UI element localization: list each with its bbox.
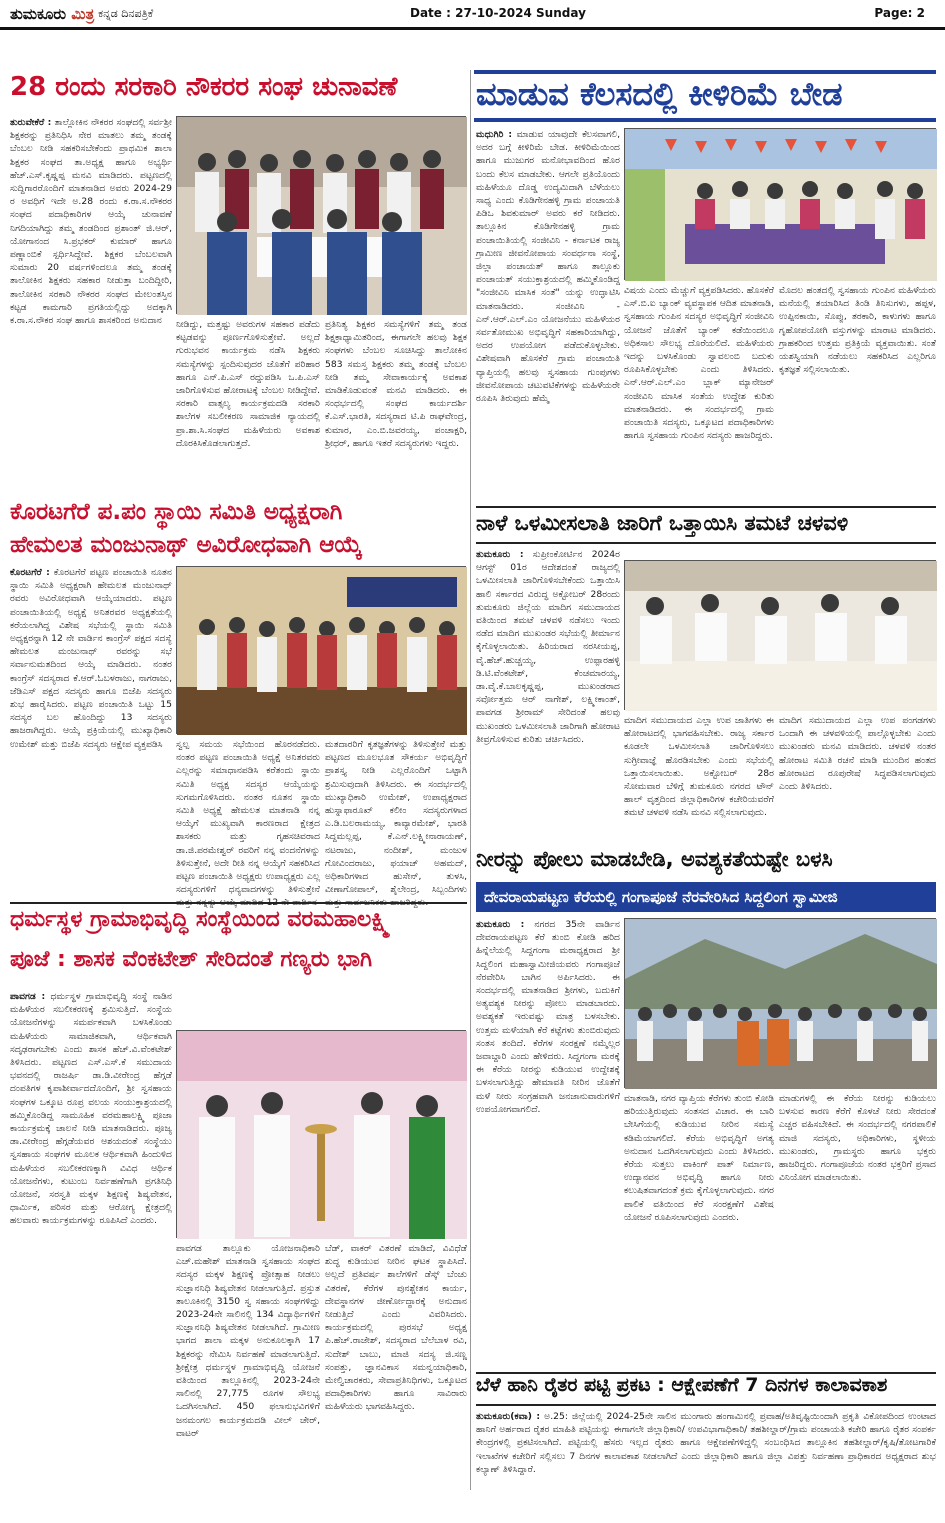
- lake-pooja-image: [625, 919, 937, 1089]
- logo-part1: ತುಮಕೂರು: [10, 4, 67, 23]
- article2-col3: ಮೊದಲ ಹಂತದಲ್ಲಿ ಸ್ವಸಹಾಯ ಗುಂಪಿನ ಮಹಿಳೆಯರು ಮನೆಯಲ್ಲಿ ತಯಾರಿಸಿದ ತಿಂಡಿ ತಿನಿಸುಗಳು, ಹಪ್ಪಳ, ಉಪ್ಪಿನಕಾಯಿ, ಸೊಪ್ಪು, ತರಕಾರಿ, ಕಾಳುಗಳು ಹಾಗೂ ಗೃಹೋಪಯೋಗಿ ವಸ್ತುಗಳನ್ನು ಮಾರಾಟ ಮಾಡಿದರು. ಗ್ರಾಹಕರಿಂದ ಉತ್ತಮ ಪ್ರತಿಕ್ರಿಯೆ ವ್ಯಕ್ತವಾಯಿತು. ಸಂತೆ ಯಶಸ್ವಿಯಾಗಿ ನಡೆಯಲು ಸಹಕರಿಸಿದ ಎಲ್ಲರಿಗೂ ಕೃತಜ್ಞತೆ ಸಲ್ಲಿಸಲಾಯಿತು.: [779, 285, 936, 376]
- headline-koratagere-2: ಹೇಮಲತ ಮಂಜುನಾಥ್ ಅವಿರೋಧವಾಗಿ ಆಯ್ಕೆ: [10, 532, 363, 558]
- meeting-image: [625, 561, 937, 711]
- column-divider: [470, 70, 471, 1490]
- article3-col2: ಸ್ವಲ್ಪ ಸಮಯ ಸಭೆಯಿಂದ ಹೊರನಡೆದರು. ನಂತರ ಪಟ್ಟಣ ಪಂಚಾಯಿತಿ ಅಧ್ಯಕ್ಷೆ ಅನಿತರವರು ಎಲ್ಲರನ್ನು ಸಮಾಧಾನಪಡಿಸಿ ಕರೆತಂದು ಸ್ಥಾಯಿ ಸಮಿತಿ ಅಧ್ಯಕ್ಷ ಸದಸ್ಯರ ಆಯ್ಕೆಯನ್ನು ಸುಗಮಗೊಳಿಸಿದರು. ನಂತರ ನೂತನ ಸ್ಥಾಯಿ ಸಮಿತಿ ಅಧ್ಯಕ್ಷೆ ಹೇಮಲತ ಮಾತನಾಡಿ ನನ್ನ ಆಯ್ಕೆಗೆ ಮುಖ್ಯವಾಗಿ ಕಾರಣರಾದ ಕ್ಷೇತ್ರದ ಶಾಸಕರು ಮತ್ತು ಗೃಹಸಚಿವರಾದ ಡಾ.ಜಿ.ಪರಮೇಶ್ವರ್ ರವರಿಗೆ ನನ್ನ ವಂದನೆಗಳನ್ನು ತಿಳಿಸುತ್ತೇನೆ, ಅದೇ ರೀತಿ ನನ್ನ ಆಯ್ಕೆಗೆ ಸಹಕರಿಸಿದ ಪಟ್ಟಣ ಪಂಚಾಯಿತಿ ಅಧ್ಯಕ್ಷರು ಉಪಾಧ್ಯಕ್ಷರು ಎಲ್ಲ ಸದಸ್ಯರುಗಳಿಗೆ ಧನ್ಯವಾದಗಳನ್ನು ತಿಳಿಸುತ್ತೇನೆ: [176, 739, 320, 896]
- article5-photo: [624, 918, 936, 1088]
- headline-band-bottom: [474, 118, 936, 122]
- section-rule: [10, 902, 467, 904]
- article6-col2: ಪಾವಗಡ ತಾಲ್ಲೂಕು ಯೋಜನಾಧಿಕಾರಿ ಎಚ್.ಮಹೇಶ್ ಮಾತನಾಡಿ ಸ್ವಸಹಾಯ ಸಂಘದ ಸದಸ್ಯರ ಮಕ್ಕಳ ಶಿಕ್ಷಣಕ್ಕೆ ಪ್ರೋತ್ಸಾಹ ನೀಡಲು ಸುಜ್ಞಾನನಿಧಿ ಶಿಷ್ಯವೇತನ ನೀಡಲಾಗುತ್ತಿದೆ. ಪ್ರಸ್ತುತ ತಾಲೂಕಿನಲ್ಲಿ 3150 ಸ್ವ ಸಹಾಯ ಸಂಘಗಳಿದ್ದು 2023-24ನೇ ಸಾಲಿನಲ್ಲಿ 134 ವಿದ್ಯಾರ್ಥಿಗಳಿಗೆ ಸುಜ್ಞಾನನಿಧಿ ಶಿಷ್ಯವೇತನ ನೀಡಲಾಗಿದೆ. ಗ್ರಾಮೀಣ ಭಾಗದ ಶಾಲಾ ಮಕ್ಕಳ ಅನುಕೂಲಕ್ಕಾಗಿ 17 ಶಿಕ್ಷಕರನ್ನು ನೇಮಿಸಿ ನಿರ್ವಹಣೆ ಮಾಡಲಾಗುತ್ತಿದೆ. ಶ್ರೀಕ್ಷೇತ್ರ ಧರ್ಮಸ್ಥಳ ಗ್ರಾಮಾಭಿವೃದ್ಧಿ ಯೋಜನೆ ವತಿಯಿಂದ ತಾಲ್ಲೂಕಿನಲ್ಲಿ 2023-24ನೇ ಸಾಲಿನಲ್ಲಿ 27,775 ರೂಗಳ ಸೌಲಭ್ಯ ಒದಗಿಸಲಾಗಿದೆ. 450 ಫಲಾನುಭವಿಗಳಿಗೆ ಜನಮಂಗಲ ಕಾರ್ಯಕ್ರಮದಡಿ ವೀಲ್ ಚೇರ್, ವಾಟರ್: [176, 1243, 320, 1439]
- article4-col3: ಮಾದಿಗ ಸಮುದಾಯದ ಎಲ್ಲಾ ಉಪ ಪಂಗಡಗಳು ಒಂದಾಗಿ ಈ ಚಳವಳಿಯಲ್ಲಿ ಪಾಲ್ಗೊಳ್ಳಬೇಕು ಎಂದು ಮುಖಂಡರು ಮನವಿ ಮಾಡಿದರು. ಚಳವಳಿ ನಂತರ ಹೋರಾಟ ಸಮಿತಿ ರಚನೆ ಮಾಡಿ ಮುಂದಿನ ಹಂತದ ಹೋರಾಟದ ರೂಪುರೇಷೆ ಸಿದ್ಧಪಡಿಸಲಾಗುವುದು ಎಂದು ತಿಳಿಸಿದರು.: [779, 715, 936, 793]
- article2-photo: [624, 128, 936, 280]
- masthead-rule: [0, 27, 945, 30]
- article5-col1: ತುಮಕೂರು : ನಗರದ 35ನೇ ವಾರ್ಡಿನ ದೇವರಾಯಪಟ್ಟಣ ಕೆರೆ ತುಂಬಿ ಕೋಡಿ ಹರಿದ ಹಿನ್ನೆಲೆಯಲ್ಲಿ ಸಿದ್ದಗಂಗಾ ಮಠಾಧ್ಯಕ್ಷರಾದ ಶ್ರೀ ಸಿದ್ದಲಿಂಗ ಮಹಾಸ್ವಾಮೀಜಿಯವರು ಗಂಗಾಪೂಜೆ ನೆರವೇರಿಸಿ ಬಾಗಿನ ಅರ್ಪಿಸಿದರು. ಈ ಸಂದರ್ಭದಲ್ಲಿ ಮಾತನಾಡಿದ ಶ್ರೀಗಳು, ಬದುಕಿಗೆ ಅತ್ಯವಶ್ಯಕ ನೀರನ್ನು ಪೋಲು ಮಾಡಬಾರದು. ಅವಶ್ಯಕತೆ ಇರುವಷ್ಟು ಮಾತ್ರ ಬಳಸಬೇಕು. ಉತ್ತಮ ಮಳೆಯಾಗಿ ಕೆರೆ ಕಟ್ಟೆಗಳು ತುಂಬಿರುವುದು ಸಂತಸ ತಂದಿದೆ. ಕೆರೆಗಳ ಸಂರಕ್ಷಣೆ ನಮ್ಮೆಲ್ಲರ ಜವಾಬ್ದಾರಿ ಎಂದು ಹೇಳಿದರು. ಸಿದ್ದಗಂಗಾ ಮಠಕ್ಕೆ ಈ ಕೆರೆಯ ನೀರನ್ನು ಕುಡಿಯುವ ಉದ್ದೇಶಕ್ಕೆ ಬಳಸಲಾಗುತ್ತಿದ್ದು ಹೇಮಾವತಿ ನೀರಿನ ಜೊತೆಗೆ ಮಳೆ ನೀರು ಸಂಗ್ರಹವಾಗಿ ಜನಜಾನುವಾರುಗಳಿಗೆ ಉಪಯೋಗವಾಗಲಿದೆ.: [476, 919, 620, 1115]
- article4-col2: ಮಾದಿಗ ಸಮುದಾಯದ ಎಲ್ಲಾ ಉಪ ಜಾತಿಗಳು ಈ ಹೋರಾಟದಲ್ಲಿ ಭಾಗವಹಿಸಬೇಕು. ರಾಜ್ಯ ಸರ್ಕಾರ ಕೂಡಲೇ ಒಳಮೀಸಲಾತಿ ಜಾರಿಗೊಳಿಸಲು ಸುಗ್ರೀವಾಜ್ಞೆ ಹೊರಡಿಸಬೇಕು ಎಂದು ಸಭೆಯಲ್ಲಿ ಒತ್ತಾಯಿಸಲಾಯಿತು. ಅಕ್ಟೋಬರ್ 28ರ ಸೋಮವಾರ ಬೆಳಿಗ್ಗೆ ತುಮಕೂರು ನಗರದ ಟೌನ್ ಹಾಲ್ ವೃತ್ತದಿಂದ ಜಿಲ್ಲಾಧಿಕಾರಿಗಳ ಕಚೇರಿಯವರೆಗೆ ತಮಟೆ ಚಳವಳಿ ನಡೆಸಿ ಮನವಿ ಸಲ್ಲಿಸಲಾಗುವುದು.: [624, 715, 774, 819]
- article1-col3: ಪ್ರತಿನಿತ್ಯ ಶಿಕ್ಷಕರ ಸಮಸ್ಯೆಗಳಿಗೆ ತಮ್ಮ ತಂಡ ಶಿಕ್ಷಕ್ರಾಧ್ಯಾಮಿತರಿಂದ, ಈಗಾಗಲೇ ಹಲವು ಶಿಕ್ಷಕ ಸಂಘಗಳು ಬೆಂಬಲ ಸೂಚಿಸಿದ್ದು ತಾಲೋಕಿನ 583 ಸಮಸ್ತ ಶಿಕ್ಷಕರು ತಮ್ಮ ತಂಡಕ್ಕೆ ಬೆಂಬಲ ನೀಡಿ ತಮ್ಮ ಸೇವಾಕಾರ್ಯಕ್ಕೆ ಅವಕಾಶ ಮಾಡಿಕೊಡುವಂತೆ ಮನವಿ ಮಾಡಿದರು. ಈ ಸಂಧರ್ಭದಲ್ಲಿ ಸಂಘದ ಕಾರ್ಯದರ್ಶಿ ಕೆ.ಎಸ್.ಭಾರತಿ, ಸದಸ್ಯರಾದ ಟಿ.ಪಿ ರಾಘವೇಂದ್ರ, ಕುಮಾರ, ಎಂ.ಬಿ.ಜವರಯ್ಯ, ಪಂಚಾಕ್ಷರಿ, ಶ್ರೀಧರ್, ಹಾಗೂ ಇತರೆ ಸದಸ್ಯರುಗಳು ಇದ್ದರು.: [325, 319, 467, 449]
- article1-col1: ತುರುವೇಕೆರೆ : ತಾಲ್ಲೋಕಿನ ನೌಕರರ ಸಂಘದಲ್ಲಿ ಸರ್ವಶ್ರೀ ಶಿಕ್ಷಕರನ್ನು ಪ್ರತಿನಿಧಿಸಿ ನೇರ ಮಾತಲು ತಮ್ಮ ತಂಡಕ್ಕೆ ಬೆಂಬಲ ನೀಡಿ ಸಹಕರಿಸಬೇಕೆಂದು ಪ್ರಾಥಮಿಕ ಶಾಲಾ ಶಿಕ್ಷಕರ ಸಂಘದ ತಾ.ಅಧ್ಯಕ್ಷ ಹಾಗೂ ಅಭ್ಯರ್ಥಿ ಹೆಚ್.ಎಸ್.ಕೃಷ್ಣಪ್ಪ ಮನವಿ ಮಾಡಿದರು. ಪಟ್ಟಣದಲ್ಲಿ ಸುದ್ದಿಗಾರರೊಂದಿಗೆ ಮಾತನಾಡಿದ ಅವರು 2024-29 ರ ಅವಧಿಗೆ ಇದೇ ಅ.28 ರಂದು ಕ.ರಾ.ಸ.ನೌಕರರ ಸಂಘದ ಪದಾಧಿಕಾರಿಗಳ ಆಯ್ಕೆ ಚುನಾವಣೆ ನಿಗದಿಯಾಗಿದ್ದು ತಮ್ಮ ತಂಡದಿಂದ ಪ್ರಶಾಂತ್ ಜಿ.ಆರ್, ಯೋಗಾನಂದ ಸಿ.ಪ್ರಭಕರ್ ಕುಮಾರ್ ಹಾಗೂ ಪಣ್ಣಾಂಬಿಕೆ ಸ್ಪರ್ಧಿಸಿದ್ದೇವೆ. ಶಿಕ್ಷಕರ ಬೆಂಬಲವಾಗಿ ಸುಮಾರು 20 ವರ್ಷಗಳಿಂದಲೂ ತಮ್ಮ ತಂಡಕ್ಕೆ ತಾಲೋಕಿನ ಶಿಕ್ಷಕರು ಸಹಕಾರ ನೀಡುತ್ತಾ ಬಂದಿದ್ದೀರಿ, ತಾಲೋಕಿನ ಸರಕಾರಿ ನೌಕರರ ಸಂಘದ ಮೇಲಂತಸ್ತಿನ ಕಟ್ಟಡ ಕಾಮಗಾರಿ ಪ್ರಗತಿಯಲ್ಲಿದ್ದು ಅದಕ್ಕಾಗಿ ಕ.ರಾ.ಸ.ನೌಕರ ಸಂಘ ಹಾಗೂ ಶಾಸಕರಿಂದ ಅನುದಾನ: [10, 117, 173, 327]
- article5-col2: ಮಾತನಾಡಿ, ನಗರ ವ್ಯಾಪ್ತಿಯ ಕೆರೆಗಳು ತುಂಬಿ ಕೋಡಿ ಹರಿಯುತ್ತಿರುವುದು ಸಂತಸದ ವಿಚಾರ. ಈ ಬಾರಿ ಬೇಸಿಗೆಯಲ್ಲಿ ಕುಡಿಯುವ ನೀರಿನ ಸಮಸ್ಯೆ ಕಡಿಮೆಯಾಗಲಿದೆ. ಕೆರೆಯ ಅಭಿವೃದ್ಧಿಗೆ ಅಗತ್ಯ ಅನುದಾನ ಒದಗಿಸಲಾಗುವುದು ಎಂದು ತಿಳಿಸಿದರು. ಕೆರೆಯ ಸುತ್ತಲು ವಾಕಿಂಗ್ ಪಾತ್ ನಿರ್ಮಾಣ, ಉದ್ಯಾನವನ ಅಭಿವೃದ್ಧಿ ಹಾಗೂ ನೀರು ಕಲುಷಿತವಾಗದಂತೆ ಕ್ರಮ ಕೈಗೊಳ್ಳಲಾಗುವುದು. ನಗರ ಪಾಲಿಕೆ ವತಿಯಿಂದ ಕೆರೆ ಸಂರಕ್ಷಣೆಗೆ ವಿಶೇಷ ಯೋಜನೆ ರೂಪಿಸಲಾಗುವುದು ಎಂದರು.: [624, 1093, 774, 1223]
- article3-col3: ಮತದಾರರಿಗೆ ಕೃತಜ್ಞತೆಗಳನ್ನು ತಿಳಿಸುತ್ತೇನೆ ಮತ್ತು ಪಟ್ಟಣದ ಮೂಲಭೂತ ಸೌಕರ್ಯ ಅಭಿವೃದ್ಧಿಗೆ ಪ್ರಾಶಸ್ತ್ಯ ನೀಡಿ ಎಲ್ಲರೊಂದಿಗೆ ಒಟ್ಟಾಗಿ ಶ್ರಮಿಸುವುದಾಗಿ ತಿಳಿಸಿದರು. ಈ ಸಂದರ್ಭದಲ್ಲಿ ಮುಖ್ಯಾಧಿಕಾರಿ ಉಮೇಶ್, ಉಪಾಧ್ಯಕ್ಷರಾದ ಹುಸ್ನಾಫಾರೂಖ್ ಕಲೀಂ ಸದಸ್ಯರುಗಳಾದ ಎ.ಡಿ.ಬಲರಾಮಯ್ಯ, ಕಾವ್ಯಾರಮೇಶ್, ಭಾರತಿ ಸಿದ್ದಮಲ್ಲಪ್ಪ, ಕೆ.ಎನ್.ಲಕ್ಷ್ಮೀನಾರಾಯಣ್, ನಟರಾಜು, ನಂದೀಶ್, ಮಂಜುಳ ಗೋವಿಂದರಾಜು, ಫಯಾಜ್ ಅಹಮದ್, ಅಧಿಕಾರಿಗಳಾದ ಹುಸೇನ್, ತುಳಸಿ, ವೀಣಾಗೋಪಾಲ್, ಶೈಲೇಂದ್ರ, ಸಿಬ್ಬಂದಿಗಳು: [325, 739, 467, 896]
- article4-photo: [624, 560, 936, 710]
- headline-koratagere-1: ಕೊರಟಗೆರೆ ಪ.ಪಂ ಸ್ಥಾಯಿ ಸಮಿತಿ ಅಧ್ಯಕ್ಷರಾಗಿ: [10, 499, 343, 525]
- article3-col1: ಕೊರಟಗೆರೆ : ಕೊರಟಗೆರೆ ಪಟ್ಟಣ ಪಂಚಾಯಿತಿ ನೂತನ ಸ್ಥಾಯಿ ಸಮಿತಿ ಅಧ್ಯಕ್ಷರಾಗಿ ಹೇಮಲತ ಮಂಜುನಾಥ್ ರವರು ಅವಿರೋಧವಾಗಿ ಆಯ್ಕೆಯಾದರು. ಪಟ್ಟಣ ಪಂಚಾಯಿತಿಯಲ್ಲಿ ಅಧ್ಯಕ್ಷೆ ಅನಿತರವರ ಅಧ್ಯಕ್ಷತೆಯಲ್ಲಿ ಕರೆಯಲಾಗಿದ್ದ ವಿಶೇಷ ಸಭೆಯಲ್ಲಿ ಸ್ಥಾಯಿ ಸಮಿತಿ ಅಧ್ಯಕ್ಷರನ್ನಾಗಿ 12 ನೇ ವಾರ್ಡಿನ ಕಾಂಗ್ರೆಸ್ ಪಕ್ಷದ ಸದಸ್ಯೆ ಹೇಮಲತ ಮಂಜುನಾಥ್ ರವರನ್ನು ಸಭೆ ಸರ್ವಾನುಮತದಿಂದ ಆಯ್ಕೆ ಮಾಡಿದರು. ನಂತರ ಕಾಂಗ್ರೆಸ್ ಸದಸ್ಯರಾದ ಕೆ.ಆರ್.ಓಬಳರಾಜು, ನಾಗರಾಜು, ಜೆಡಿಎಸ್ ಪಕ್ಷದ ಸದಸ್ಯರು ಹಾಗೂ ಬಿಜೆಪಿ ಸದಸ್ಯರು ಶುಭ ಹಾರೈಸಿದರು. ಪಟ್ಟಣ ಪಂಚಾಯಿತಿ ಒಟ್ಟು 15 ಸದಸ್ಯರ ಬಲ ಹೊಂದಿದ್ದು 13 ಸದಸ್ಯರು ಹಾಜರಾಗಿದ್ದರು. ಆಯ್ಕೆ ಪ್ರಕ್ರಿಯೆಯಲ್ಲಿ ಮುಖ್ಯಾಧಿಕಾರಿ ಉಮೇಶ್ ಮತ್ತು ಬಿಜೆಪಿ ಸದಸ್ಯರು ಆಕ್ಷೇಪ ವ್ಯಕ್ತಪಡಿಸಿ: [10, 567, 172, 750]
- lamp-lighting-image: [177, 1031, 467, 1239]
- headline-band-top: [474, 70, 936, 74]
- subheadline-gangapooje: ದೇವರಾಯಪಟ್ಟಣ ಕೆರೆಯಲ್ಲಿ ಗಂಗಾಪೂಜೆ ನೆರವೇರಿಸಿದ ಸಿದ್ದಲಿಂಗ ಸ್ವಾಮೀಜಿ: [476, 882, 936, 912]
- article7-body: ತುಮಕೂರು(ಕವಾ) : ಅ.25: ಜಿಲ್ಲೆಯಲ್ಲಿ 2024-25ನೇ ಸಾಲಿನ ಮುಂಗಾರು ಹಂಗಾಮಿನಲ್ಲಿ ಪ್ರವಾಹ/ಅತಿವೃಷ್ಟಿಯಿಂದಾಗಿ ಪ್ರಕೃತಿ ವಿಕೋಪದಿಂದ ಉಂಟಾದ ಹಾನಿಗೆ ಅರ್ಹರಾದ ರೈತರ ಮಾಹಿತಿ ಪಟ್ಟಿಯನ್ನು ಈಗಾಗಲೇ ಜಿಲ್ಲಾಧಿಕಾರಿ/ ಉಪವಿಭಾಗಾಧಿಕಾರಿ/ ತಹಶೀಲ್ದಾರ್/ಗ್ರಾಮ ಪಂಚಾಯತಿ ಕಚೇರಿ ಹಾಗೂ ರೈತರ ಸಂಪರ್ಕ ಕೇಂದ್ರಗಳಲ್ಲಿ ಪ್ರಕಟಿಸಲಾಗಿದೆ. ಪಟ್ಟಿಯಲ್ಲಿ ಹೆಸರು ಇಲ್ಲದ ರೈತರು ಹಾಗೂ ಆಕ್ಷೇಪಣೆಗಳಿದ್ದಲ್ಲಿ ಸಂಬಂಧಿಸಿದ ತಾಲ್ಲೂಕಿನ ತಹಶೀಲ್ದಾರ್/ಕೃಷಿ/ತೋಟಗಾರಿಕೆ ಇಲಾಖೆಗಳ ಕಚೇರಿಗೆ ಸಲ್ಲಿಸಲು 7 ದಿನಗಳ ಕಾಲಾವಕಾಶ ನೀಡಲಾಗಿದೆ ಎಂದು ಜಿಲ್ಲಾಧಿಕಾರಿ ಹಾಗೂ ಜಿಲ್ಲಾ ವಿಪತ್ತು ನಿರ್ವಹಣಾ ಪ್ರಾಧಿಕಾರದ ಅಧ್ಯಕ್ಷರಾದ ಶುಭ ಕಲ್ಯಾಣ್ ತಿಳಿಸಿದ್ದಾರೆ.: [476, 1411, 936, 1475]
- logo-part2: ಮಿತ್ರ: [71, 4, 95, 23]
- market-event-image: [625, 129, 937, 281]
- headline-dharmasthala-2: ಪೂಜೆ : ಶಾಸಕ ವೆಂಕಟೇಶ್ ಸೇರಿದಂತೆ ಗಣ್ಯರು ಭಾಗಿ: [10, 947, 372, 972]
- headline-tamate-protest: ನಾಳೆ ಒಳಮೀಸಲಾತಿ ಜಾರಿಗೆ ಒತ್ತಾಯಿಸಿ ತಮಟೆ ಚಳವಳಿ: [476, 511, 849, 535]
- headline-employees-election: 28 ರಂದು ಸರಕಾರಿ ನೌಕರರ ಸಂಘ ಚುನಾವಣೆ: [10, 72, 398, 102]
- article2-col1: ಮಧುಗಿರಿ : ಮಾಡುವ ಯಾವುದೇ ಕೆಲಸವಾಗಲಿ, ಅದರ ಬಗ್ಗೆ ಕೀಳಿರಿಮೆ ಬೇಡ. ಕೀಳಿರಿಮೆಯಿಂದ ಹಾಗೂ ಮುಜುಗರ ಮನೋಭಾವದಿಂದ ಹೊರ ಬಂದು ಕೆಲಸ ಮಾಡಬೇಕು. ಆಗಲೇ ಪ್ರತಿಯೊಂದು ಮಹಿಳೆಯೂ ದೊಡ್ಡ ಉದ್ಯಮಿದಾಗಿ ಬೆಳೆಯಲು ಸಾಧ್ಯ ಎಂದು ಕೊಡಿಗೇನಹಳ್ಳಿ ಗ್ರಾಮ ಪಂಚಾಯತಿ ಪಿಡಿಒ ಶಿವಕುಮಾರ್ ಅವರು ಕರೆ ನೀಡಿದರು. ತಾಲ್ಲೂಕಿನ ಕೊಡಿಗೇನಹಳ್ಳಿ ಗ್ರಾಮ ಪಂಚಾಯಿತಿಯಲ್ಲಿ ಸಂಜೀವಿನಿ - ಕರ್ನಾಟಕ ರಾಜ್ಯ ಗ್ರಾಮೀಣ ಜೀವನೋಪಾಯ ಸಂವರ್ಧನಾ ಸಂಸ್ಥೆ, ಜಿಲ್ಲಾ ಪಂಚಾಯತ್ ಹಾಗೂ ತಾಲ್ಲೂಕು ಪಂಚಾಯತ್ ಸಯುಕ್ತಾಶ್ರಯದಲ್ಲಿ ಹಮ್ಮಿಕೊಂಡಿದ್ದ "ಸಂಜೀವಿನಿ ಮಾಸಿಕ ಸಂತೆ" ಯನ್ನು ಉದ್ಘಾಟಿಸಿ ಮಾತನಾಡಿದರು. ಸಂಜೀವಿನಿ - ಎನ್.ಆರ್.ಎಲ್.ಎಂ ಯೋಜನೆಯು ಮಹಿಳೆಯರ ಸರ್ವತೋಮುಖ ಅಭಿವೃದ್ಧಿಗೆ ಸಹಕಾರಿಯಾಗಿದ್ದು, ಅದರ ಉಪಯೋಗ ಪಡೆದುಕೊಳ್ಳಬೇಕು. ವಿಶೇಷವಾಗಿ ಹೊಸಕೆರೆ ಗ್ರಾಮ ಪಂಚಾಯಿತಿ ವ್ಯಾಪ್ತಿಯಲ್ಲಿ ಹಲವು ಸ್ವಸಹಾಯ ಗುಂಪುಗಳು ಜೀವನೋಪಾಯ ಚಟುವಟಿಕೆಗಳನ್ನು ಮಹಿಳೆಯರೇ ರೂಪಿಸಿ ತಿರುವುದು ಹೆಮ್ಮೆ: [476, 129, 621, 405]
- headline-dharmasthala-1: ಧರ್ಮಸ್ಥಳ ಗ್ರಾಮಾಭಿವೃದ್ಧಿ ಸಂಸ್ಥೆಯಿಂದ ವರಮಹಾಲಕ್ಷ್ಮಿ: [10, 907, 390, 932]
- article6-col3: ಬೆಡ್, ವಾಕರ್ ವಿತರಣೆ ಮಾಡಿದೆ, ವಿವಿಧೆಡೆ ಶುದ್ಧ ಕುಡಿಯುವ ನೀರಿನ ಘಟಕ ಸ್ಥಾಪಿಸಿದೆ. ಅಲ್ಲದೆ ಪ್ರತಿವರ್ಷ ಶಾಲೆಗಳಿಗೆ ಡೆಸ್ಕ್ ಬೆಂಚು ವಿತರಣೆ, ಕೆರೆಗಳ ಪುನಶ್ಚೇತನ ಕಾರ್ಯ, ದೇವಸ್ಥಾನಗಳ ಜೀರ್ಣೋದ್ಧಾರಕ್ಕೆ ಅನುದಾನ ನೀಡುತ್ತಿದೆ ಎಂದು ವಿವರಿಸಿದರು. ಕಾರ್ಯಕ್ರಮದಲ್ಲಿ ಪುರಸಭೆ ಅಧ್ಯಕ್ಷ ಪಿ.ಹೆಚ್.ರಾಜೇಶ್, ಸದಸ್ಯರಾದ ಬೆಲೆಬಾಳ ರವಿ, ಸುದೇಶ್ ಬಾಬು, ಮಾಜಿ ಸದಸ್ಯ ಜಿ.ಸಣ್ಣ ಸಂಪತ್ತು, ಜ್ಞಾನವಿಕಾಸ ಸಮನ್ವಯಾಧಿಕಾರಿ, ಮೇಲ್ವಿಚಾರಕರು, ಸೇವಾಪ್ರತಿನಿಧಿಗಳು, ಒಕ್ಕೂಟದ ಪದಾಧಿಕಾರಿಗಳು ಹಾಗೂ ಸಾವಿರಾರು ಮಹಿಳೆಯರು ಭಾಗವಹಿಸಿದ್ದರು.: [325, 1243, 467, 1413]
- newspaper-logo: [10, 5, 94, 23]
- issue-date: Date : 27-10-2024 Sunday: [410, 6, 586, 20]
- masthead: [10, 0, 935, 27]
- article3-photo: [176, 566, 466, 734]
- newspaper-subtitle: ಕನ್ನಡ ದಿನಪತ್ರಿಕೆ: [98, 6, 154, 20]
- article1-photo: [176, 116, 466, 314]
- headline-crop-loss: ಬೆಳೆ ಹಾನಿ ರೈತರ ಪಟ್ಟಿ ಪ್ರಕಟ : ಆಕ್ಷೇಪಣೆಗೆ 7 ದಿನಗಳ ಕಾಲಾವಕಾಶ: [476, 1374, 888, 1396]
- felicitation-image: [177, 567, 467, 735]
- article5-col3: ಮಾಡುಗಳಲ್ಲಿ ಈ ಕೆರೆಯ ನೀರನ್ನು ಕುಡಿಯಲು ಬಳಸುವ ಕಾರಣ ಕೆರೆಗೆ ಕೊಳಚೆ ನೀರು ಸೇರದಂತೆ ಎಚ್ಚರ ವಹಿಸಬೇಕಿದೆ. ಈ ಸಂದರ್ಭದಲ್ಲಿ ನಗರಪಾಲಿಕೆ ಮಾಜಿ ಸದಸ್ಯರು, ಅಧಿಕಾರಿಗಳು, ಸ್ಥಳೀಯ ಮುಖಂಡರು, ಗ್ರಾಮಸ್ಥರು ಹಾಗೂ ಭಕ್ತರು ಹಾಜರಿದ್ದರು. ಗಂಗಾಪೂಜೆಯ ನಂತರ ಭಕ್ತರಿಗೆ ಪ್ರಸಾದ ವಿನಿಯೋಗ ಮಾಡಲಾಯಿತು.: [779, 1093, 936, 1184]
- section-rule: [476, 1404, 936, 1406]
- article6-col1: ಪಾವಗಡ : ಧರ್ಮಸ್ಥಳ ಗ್ರಾಮಾಭಿವೃದ್ಧಿ ಸಂಸ್ಥೆ ನಾಡಿನ ಮಹಿಳೆಯರ ಸಬಲೀಕರಣಕ್ಕೆ ಶ್ರಮಿಸುತ್ತಿದೆ. ಸಂಸ್ಥೆಯ ಯೋಜನೆಗಳನ್ನು ಸಮರ್ಪಕವಾಗಿ ಬಳಸಿಕೊಂಡು ಮಹಿಳೆಯರು ಸಾಮಾಜಿಕವಾಗಿ, ಆರ್ಥಿಕವಾಗಿ ಸದೃಢರಾಗಬೇಕು ಎಂದು ಶಾಸಕ ಹೆಚ್.ವಿ.ವೆಂಕಟೇಶ್ ತಿಳಿಸಿದರು. ಪಟ್ಟಣದ ಎಸ್.ಎಸ್.ಕೆ ಸಮುದಾಯ ಭವನದಲ್ಲಿ ರಾಜರ್ಷಿ ಡಾ.ಡಿ.ವೀರೇಂದ್ರ ಹೆಗ್ಗಡೆ ದಂಪತಿಗಳ ಕೃಪಾಶೀರ್ವಾದದೊಂದಿಗೆ, ಶ್ರೀ ಸ್ವಸಹಾಯ ಸಂಘಗಳ ಒಕ್ಕೂಟ ರೂಪ್ರ ವಲಯ ಸಂಯುಕ್ತಾಶ್ರಯದಲ್ಲಿ ಹಮ್ಮಿಕೊಂಡಿದ್ದ ಸಾಮೂಹಿಕ ವರಮಹಾಲಕ್ಷ್ಮಿ ಪೂಜಾ ಕಾರ್ಯಕ್ರಮಕ್ಕೆ ಚಾಲನೆ ನೀಡಿ ಮಾತನಾಡಿದರು. ಪೂಜ್ಯ ಡಾ.ವೀರೇಂದ್ರ ಹೆಗ್ಗಡೆಯವರ ಆಶಯದಂತೆ ಸಂಸ್ಥೆಯು ಸ್ವಸಹಾಯ ಸಂಘಗಳ ಮೂಲಕ ಆರ್ಥಿಕವಾಗಿ ಹಿಂದುಳಿದ ಮಹಿಳೆಯರ ಸಬಲೀಕರಣಕ್ಕಾಗಿ ವಿವಿಧ ಆರ್ಥಿಕ ಯೋಜನೆಗಳು, ಕುಟುಂಬ ನಿರ್ವಹಣೆಗಾಗಿ ಪ್ರಗತಿನಿಧಿ ಯೋಜನೆ, ಸರಸ್ವತಿ ಮಕ್ಕಳ ಶಿಕ್ಷಣಕ್ಕೆ ಶಿಷ್ಯವೇತನ, ಧಾರ್ಮಿಕ, ಪರಿಸರ ಮತ್ತು ಆರೋಗ್ಯ ಕ್ಷೇತ್ರದಲ್ಲಿ ಹಲವಾರು ಕಾರ್ಯಕ್ರಮಗಳನ್ನು ರೂಪಿಸಿದೆ ಎಂದರು.: [10, 991, 173, 1227]
- headline-water-saving: ನೀರನ್ನು ಪೋಲು ಮಾಡಬೇಡಿ, ಅವಶ್ಯಕತೆಯಷ್ಟೇ ಬಳಸಿ: [476, 847, 833, 871]
- page-number: Page: 2: [874, 6, 925, 20]
- section-rule: [476, 506, 936, 508]
- headline-work-pride: ಮಾಡುವ ಕೆಲಸದಲ್ಲಿ ಕೀಳಿರಿಮೆ ಬೇಡ: [476, 75, 843, 113]
- article2-col2: ವಿಷಯ ಎಂದು ಮೆಚ್ಚುಗೆ ವ್ಯಕ್ತಪಡಿಸಿದರು. ಹೊಸಕೆರೆ ಎಸ್.ಬಿ.ಐ ಬ್ಯಾಂಕ್ ವ್ಯವಸ್ಥಾಪಕ ಆದಿತ ಮಾತನಾಡಿ, ಸ್ವಸಹಾಯ ಗುಂಪಿನ ಸದಸ್ಯರ ಅಭಿವೃದ್ಧಿಗೆ ಸಂಜೀವಿನಿ ಯೋಜನೆ ಜೊತೆಗೆ ಬ್ಯಾಂಕ್ ಕಡೆಯಿಂದಲೂ ಅಧಿಕಸಾಲ ಸೌಲಭ್ಯ ದೊರೆಯಲಿದೆ. ಮಹಿಳೆಯರು ಇದನ್ನು ಬಳಸಿಕೊಂಡು ಸ್ವಾವಲಂಬಿ ಬದುಕು ರೂಪಿಸಿಕೊಳ್ಳಬೇಕು ಎಂದು ತಿಳಿಸಿದರು. ಎನ್.ಆರ್.ಎಲ್.ಎಂ ಬ್ಲಾಕ್ ಮ್ಯಾನೇಜರ್ ಸಂಜೀವಿನಿ ಮಾಸಿಕ ಸಂತೆಯ ಉದ್ದೇಶ ಕುರಿತು ಮಾತನಾಡಿದರು. ಈ ಸಂದರ್ಭದಲ್ಲಿ ಗ್ರಾಮ ಪಂಚಾಯಿತಿ ಸದಸ್ಯರು, ಒಕ್ಕೂಟದ ಪದಾಧಿಕಾರಿಗಳು ಹಾಗೂ ಸ್ವಸಹಾಯ ಗುಂಪಿನ ಸದಸ್ಯರು ಹಾಜರಿದ್ದರು.: [624, 285, 774, 442]
- article1-col2: ನೀಡಿದ್ದು, ಮತ್ತಷ್ಟು ಅವರುಗಳ ಸಹಕಾರ ಪಡೆದು ಕಟ್ಟಡವನ್ನು ಪೂರ್ಣಗೊಳಿಸುತ್ತೇವೆ. ಅಲ್ಲದೆ ಗುರುಭವನ ಕಾರ್ಯಕ್ರಮ ನಡೆಸಿ ಶಿಕ್ಷಕರು ಸಮಸ್ಯೆಗಳನ್ನು ಸ್ಪಂದಿಸುವುದರ ಜೊತೆಗೆ ಪರಿಹಾರ ಹಾಗೂ ಎನ್.ಪಿ.ಎಸ್ ರದ್ದುಪಡಿಸಿ ಒ.ಪಿ.ಎಸ್ ಜಾರಿಗೊಳಿಸುವ ಹೋರಾಟಕ್ಕೆ ಬೆಂಬಲ ನೀಡಿದ್ದೇವೆ. ಸರಕಾರಿ ವಾತ್ಸಲ್ಯ ಕಾರ್ಯಕ್ರಮದಡಿ ಸರಕಾರಿ ಶಾಲೆಗಳ ಸಬಲೀಕರಣ ಸಾಮಾಜಿಕ ನ್ಯಾಯದಲ್ಲಿ ಪ್ರಾ.ಶಾ.ಸಿ.ಸಂಘದ ಮಹಿಳೆಯರು ಅವಕಾಶ ದೊರಕಿಸಿಕೊಡಲಾಗುತ್ತದೆ.: [176, 319, 320, 449]
- section-rule: [476, 542, 936, 544]
- group-photo-image: [177, 117, 467, 315]
- article6-photo: [176, 1030, 466, 1238]
- article4-col1: ತುಮಕೂರು : ಸುಪ್ರೀಂಕೋರ್ಟಿನ 2024ರ ಆಗಸ್ಟ್ 01ರ ಆದೇಶದಂತೆ ರಾಜ್ಯದಲ್ಲಿ ಒಳಮೀಸಲಾತಿ ಜಾರಿಗೊಳಿಸಬೇಕೆಂದು ಒತ್ತಾಯಿಸಿ ಹಾಲಿ ಸರ್ಕಾರದ ವಿರುದ್ಧ ಅಕ್ಟೋಬರ್ 28ರಂದು ತುಮಕೂರು ಜಿಲ್ಲೆಯ ಮಾದಿಗ ಸಮುದಾಯದ ವತಿಯಿಂದ ತಮಟೆ ಚಳವಳಿ ನಡೆಸಲು ಇಂದು ನಡೆದ ಮಾದಿಗ ಮುಖಂಡರ ಸಭೆಯಲ್ಲಿ ತೀರ್ಮಾನ ಕೈಗೊಳ್ಳಲಾಯಿತು. ಹಿರಿಯರಾದ ನರಸೀಯಪ್ಪ, ವೈ.ಹೆಚ್.ಹುಚ್ಚಯ್ಯ, ಉಪ್ಪಾರಹಳ್ಳಿ ಡಿ.ಟಿ.ವೆಂಕಟೇಶ್, ಕೆಂಚಮಾರಯ್ಯ, ಡಾ.ವೈ.ಕೆ.ಬಾಲಕೃಷ್ಣಪ್ಪ, ಮುಖಂಡರಾದ ಸರ್ವೋತ್ತಮ ಆರ್ ನಾಗೇಶ್, ಲಕ್ಷ್ಮೀಕಾಂತ್, ಪಾವಗಡ ಶ್ರೀರಾಮ್ ಸೇರಿದಂತೆ ಹಲವು ಮುಖಂಡರು ಒಳಮೀಸಲಾತಿ ಜಾರಿಗಾಗಿ ಹೋರಾಟ ತೀವ್ರಗೊಳಿಸುವ ಕುರಿತು ಚರ್ಚಿಸಿದರು.: [476, 549, 620, 745]
